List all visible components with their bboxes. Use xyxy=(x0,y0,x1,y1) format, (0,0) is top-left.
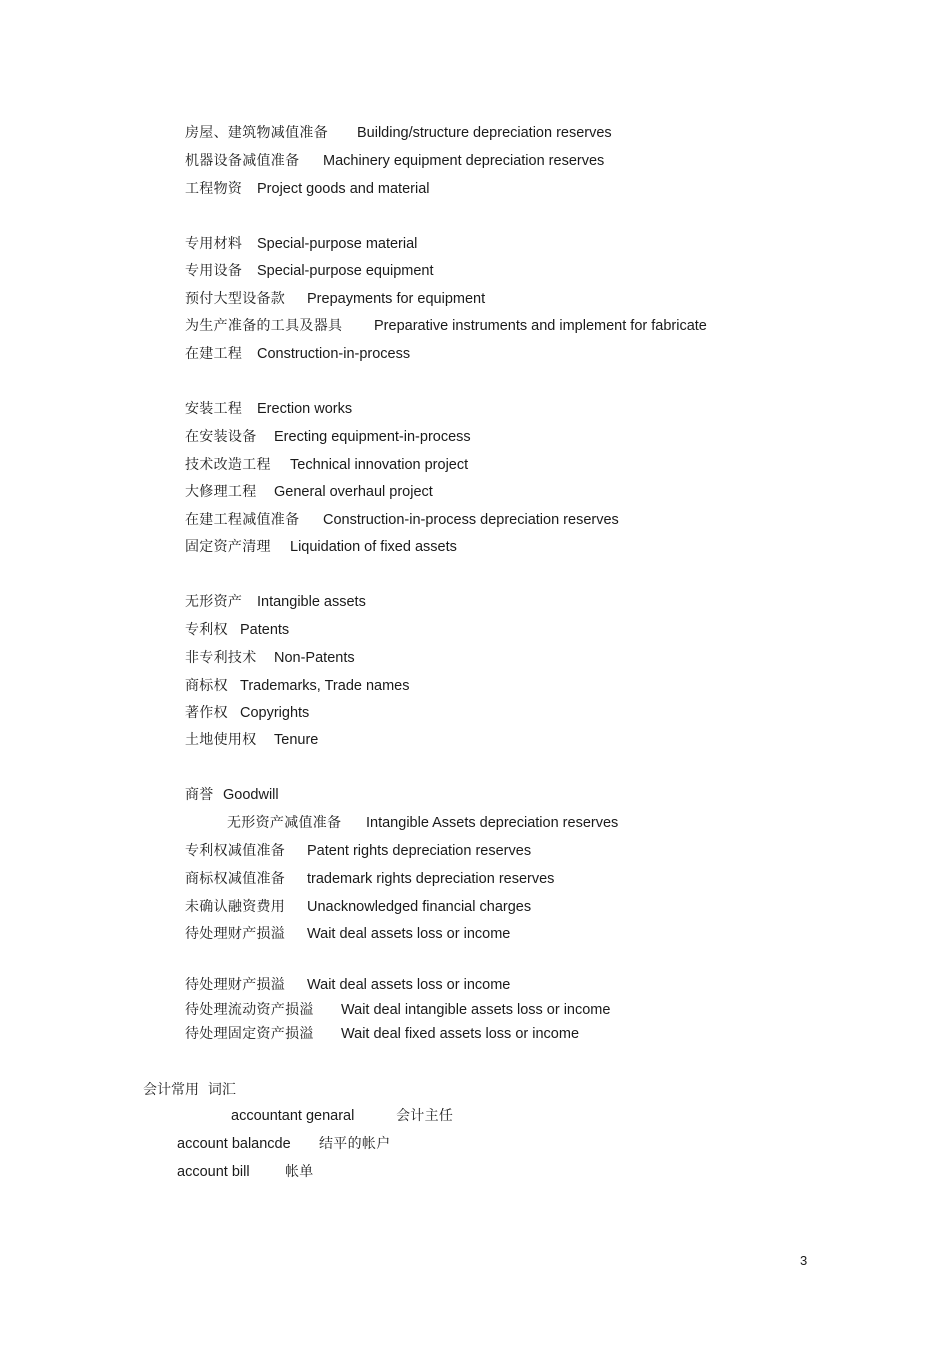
entry-row xyxy=(185,898,532,916)
entry-zh: 技术改造工程 xyxy=(185,457,271,473)
entry-zh: 商誉 xyxy=(185,787,214,803)
entry-en: Construction-in-process xyxy=(257,346,411,362)
page-number: 3 xyxy=(800,1253,808,1268)
entry-zh: 在建工程 xyxy=(185,346,243,362)
entry-en: Project goods and material xyxy=(257,181,430,197)
entry-row xyxy=(185,290,486,308)
vocab-row xyxy=(177,1163,314,1181)
entry-row xyxy=(185,538,457,556)
entry-zh: 待处理财产损溢 xyxy=(185,977,286,993)
entry-row xyxy=(185,1001,611,1019)
entry-en: Patent rights depreciation reserves xyxy=(307,843,532,859)
entry-en: Wait deal intangible assets loss or income xyxy=(341,1002,611,1018)
entry-row xyxy=(185,870,555,888)
entry-row xyxy=(185,1025,580,1043)
entry-en: Construction-in-process depreciation reserves xyxy=(323,512,619,528)
entry-zh: 非专利技术 xyxy=(185,650,257,666)
entry-row xyxy=(185,677,410,695)
entry-zh: 机器设备减值准备 xyxy=(185,153,300,169)
entry-row xyxy=(185,456,469,474)
entry-zh: 著作权 xyxy=(185,705,228,721)
entry-zh: 房屋、建筑物减值准备 xyxy=(185,125,328,141)
entry-zh: 专用设备 xyxy=(185,263,243,279)
vocab-zh: 帐单 xyxy=(285,1164,314,1180)
entry-en: Trademarks, Trade names xyxy=(240,678,410,694)
entry-en: Special-purpose material xyxy=(257,236,418,252)
entry-row xyxy=(185,345,411,363)
entry-en: Erection works xyxy=(257,401,353,417)
entry-en: Intangible Assets depreciation reserves xyxy=(366,815,619,831)
entry-en: Preparative instruments and implement for fabricate xyxy=(374,318,707,334)
entry-row xyxy=(185,511,619,529)
entry-row xyxy=(185,731,319,749)
entry-row xyxy=(185,649,355,667)
entry-en: Erecting equipment-in-process xyxy=(274,429,471,445)
entry-row xyxy=(185,842,532,860)
entry-en: Building/structure depreciation reserves xyxy=(357,125,612,141)
entry-row xyxy=(185,704,310,722)
entry-row xyxy=(185,124,612,142)
vocab-zh: 结平的帐户 xyxy=(319,1136,391,1152)
entry-row xyxy=(185,180,430,198)
entry-zh: 未确认融资费用 xyxy=(185,899,286,915)
entry-en: Wait deal assets loss or income xyxy=(307,977,511,993)
entry-zh: 专利权减值准备 xyxy=(185,843,286,859)
entry-zh: 安装工程 xyxy=(185,401,243,417)
entry-zh: 无形资产减值准备 xyxy=(227,815,342,831)
entry-row xyxy=(185,235,418,253)
entry-zh: 商标权 xyxy=(185,678,228,694)
entry-zh: 预付大型设备款 xyxy=(185,291,286,307)
entry-zh: 待处理固定资产损溢 xyxy=(185,1026,314,1042)
entry-zh: 大修理工程 xyxy=(185,484,257,500)
entry-zh: 固定资产清理 xyxy=(185,539,271,555)
entry-en: Intangible assets xyxy=(257,594,366,610)
entry-row xyxy=(185,976,511,994)
entry-en: Non-Patents xyxy=(274,650,355,666)
entry-en: Special-purpose equipment xyxy=(257,263,434,279)
entry-en: Patents xyxy=(240,622,290,638)
entry-zh: 为生产准备的工具及器具 xyxy=(185,318,343,334)
entry-zh: 专用材料 xyxy=(185,236,243,252)
entry-zh: 待处理财产损溢 xyxy=(185,926,286,942)
entry-row xyxy=(185,925,511,943)
vocab-row xyxy=(177,1135,391,1153)
entry-zh: 无形资产 xyxy=(185,594,243,610)
entry-en: Unacknowledged financial charges xyxy=(307,899,532,915)
entry-row xyxy=(185,428,471,446)
entry-zh: 待处理流动资产损溢 xyxy=(185,1002,314,1018)
entry-en: trademark rights depreciation reserves xyxy=(307,871,555,887)
entry-row xyxy=(185,400,353,418)
vocab-en: accountant genaral xyxy=(231,1108,355,1124)
entry-zh: 在安装设备 xyxy=(185,429,257,445)
entry-row xyxy=(227,814,619,832)
entry-en: Tenure xyxy=(274,732,319,748)
entry-en: Prepayments for equipment xyxy=(307,291,486,307)
entry-en: General overhaul project xyxy=(274,484,433,500)
entry-en: Technical innovation project xyxy=(290,457,469,473)
entry-zh: 工程物资 xyxy=(185,181,243,197)
entry-en: Liquidation of fixed assets xyxy=(290,539,457,555)
entry-row xyxy=(185,262,434,280)
entry-en: Copyrights xyxy=(240,705,310,721)
section-heading: 会计常用 词汇 xyxy=(143,1082,236,1098)
vocab-zh: 会计主任 xyxy=(396,1108,454,1124)
entry-row xyxy=(185,786,279,804)
entry-row xyxy=(185,317,707,335)
vocab-en: account bill xyxy=(177,1164,250,1180)
entry-en: Goodwill xyxy=(223,787,279,803)
vocab-en: account balancde xyxy=(177,1136,291,1152)
entry-en: Machinery equipment depreciation reserves xyxy=(323,153,605,169)
entry-zh: 专利权 xyxy=(185,622,228,638)
entry-zh: 土地使用权 xyxy=(185,732,257,748)
entry-zh: 在建工程减值准备 xyxy=(185,512,300,528)
entry-row xyxy=(185,621,290,639)
entry-zh: 商标权减值准备 xyxy=(185,871,286,887)
entry-row xyxy=(185,593,366,611)
entry-en: Wait deal fixed assets loss or income xyxy=(341,1026,580,1042)
entry-en: Wait deal assets loss or income xyxy=(307,926,511,942)
entry-row xyxy=(185,483,433,501)
vocab-row xyxy=(231,1107,454,1125)
entry-row xyxy=(185,152,605,170)
